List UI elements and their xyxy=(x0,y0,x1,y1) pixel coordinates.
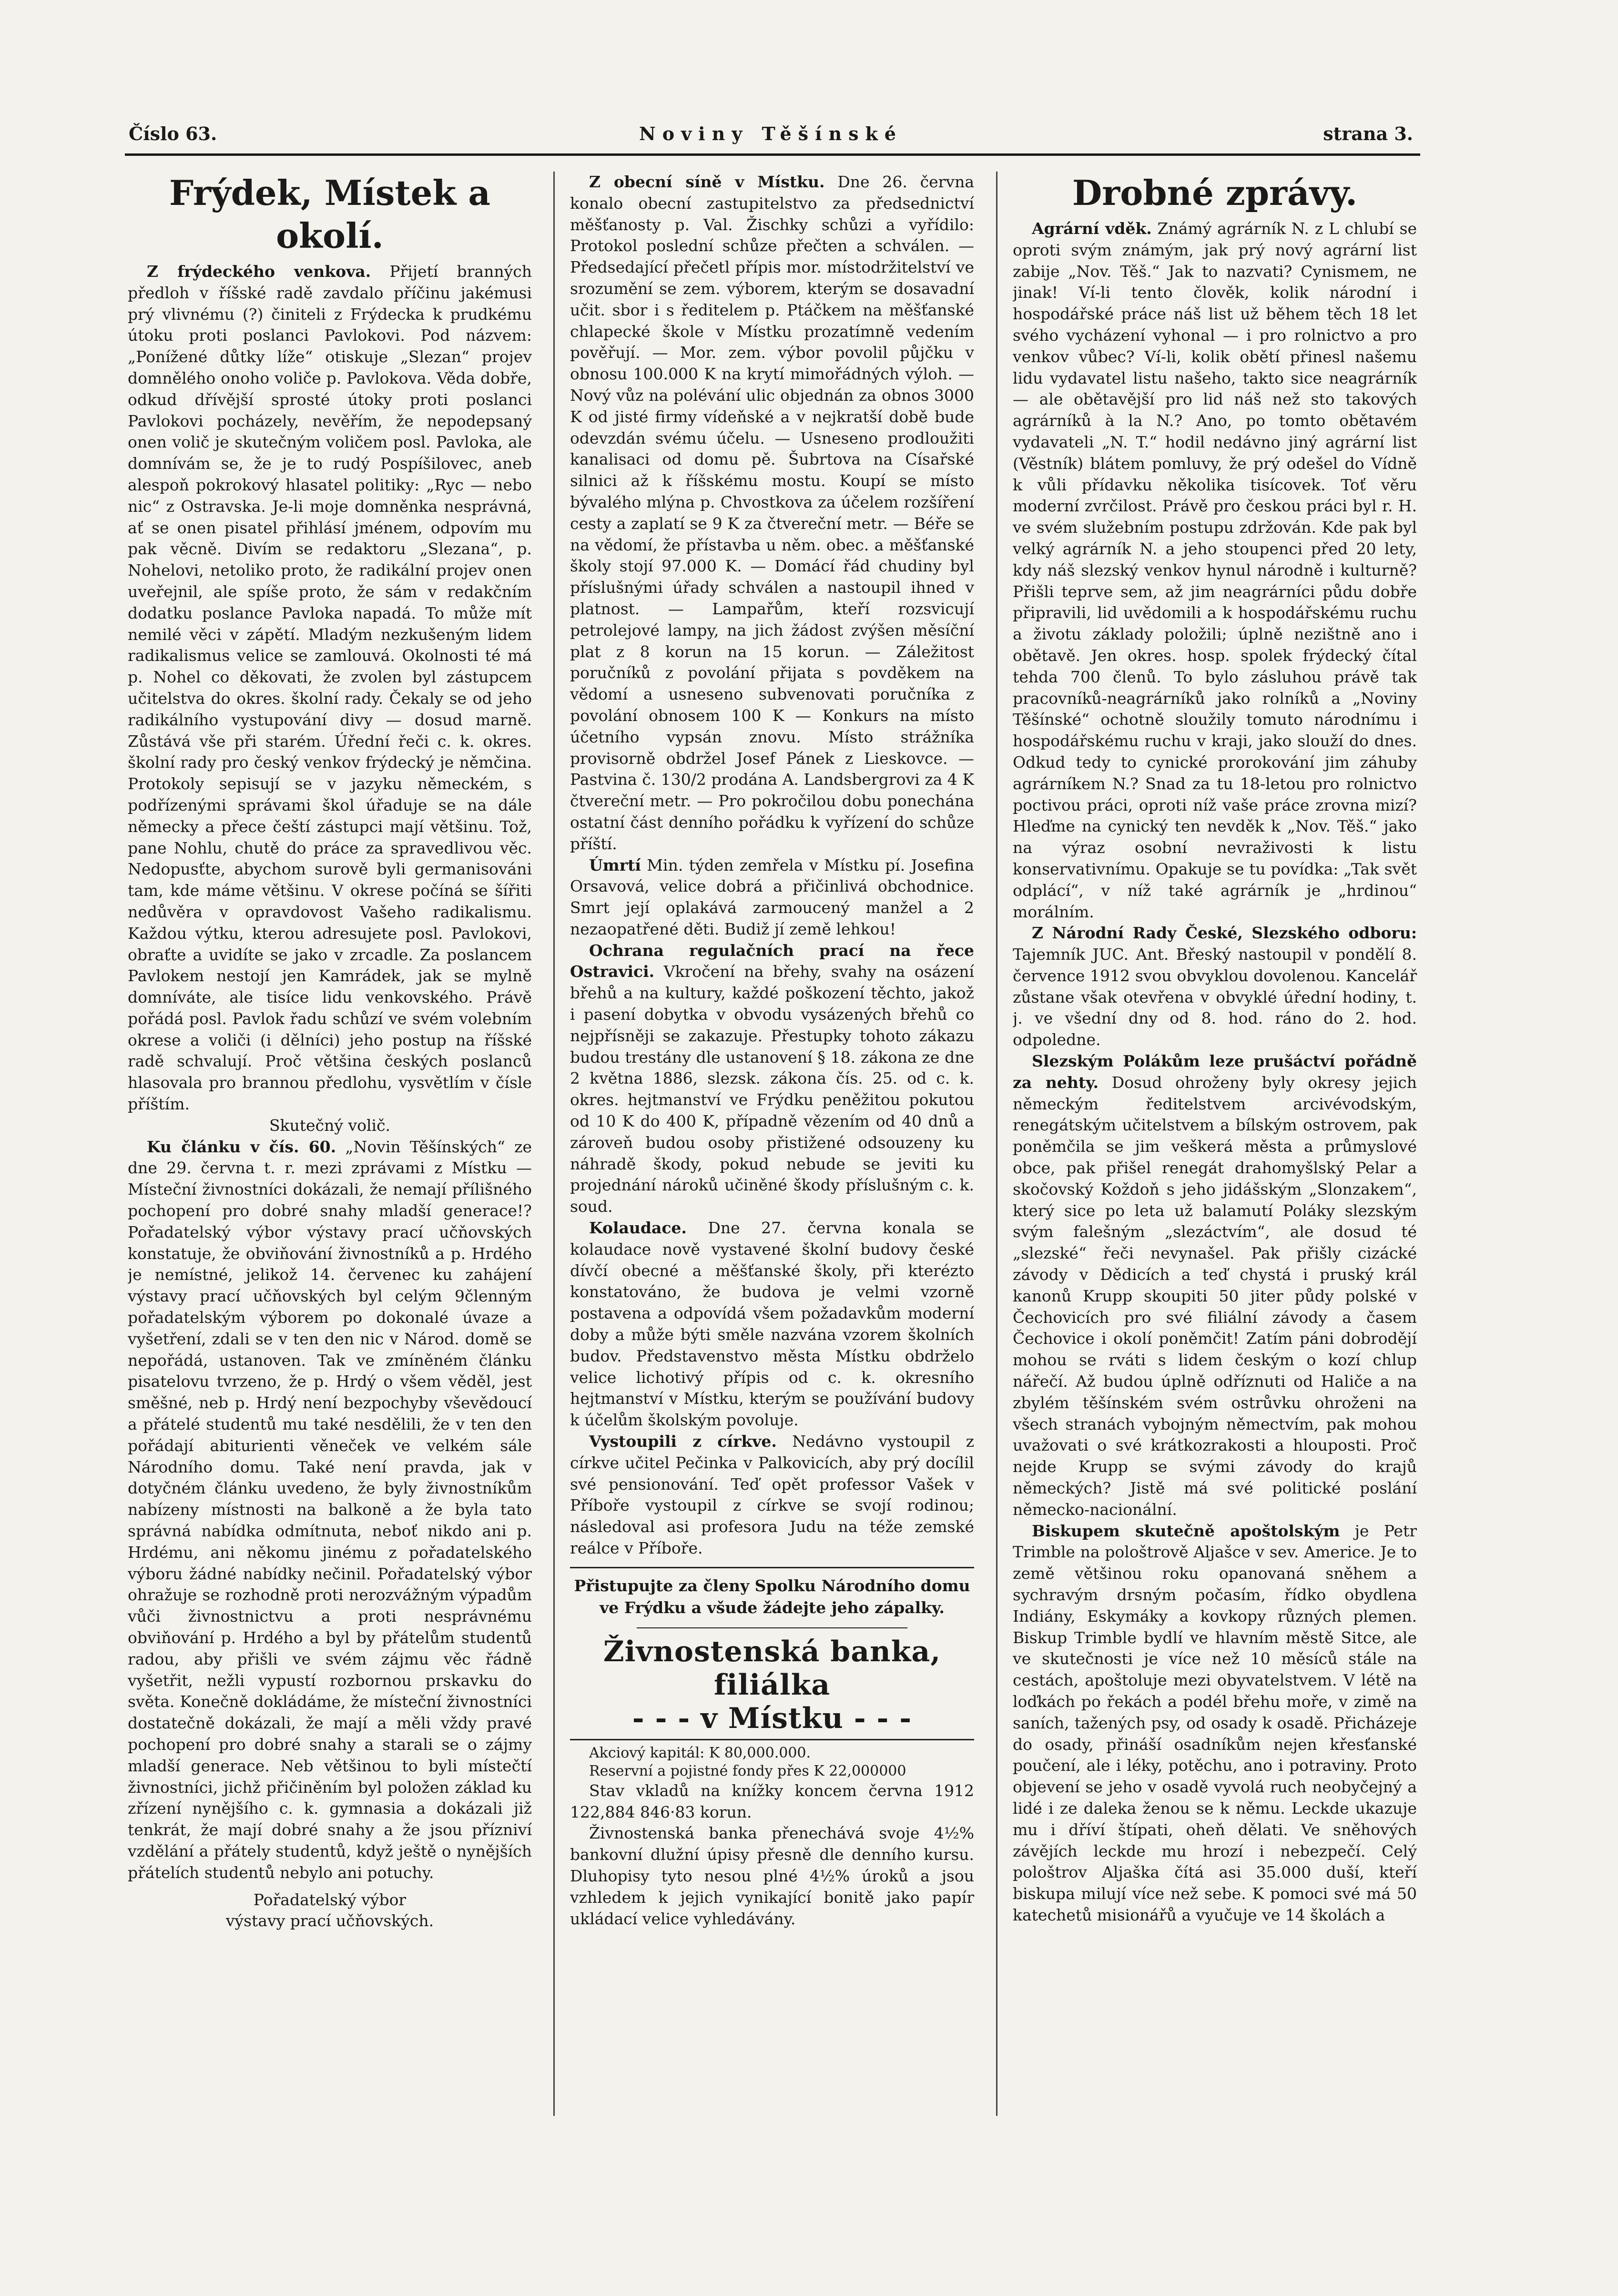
bank-ad-title: Živnostenská banka, filiálka xyxy=(603,1635,941,1702)
newspaper-title: Noviny Těšínské xyxy=(639,123,903,144)
article-lead: Z Národní Rady České, Slezského odboru: xyxy=(1032,924,1417,943)
column-frydek xyxy=(128,172,532,2116)
page-number: strana 3. xyxy=(1323,123,1413,144)
article xyxy=(128,1137,532,1884)
article-body: Min. týden zemřela v Místku pí. Josefina Orsavová, velice dobrá a přičinlivá obchodnice. Smrt její oplakává zarmoucený manžel a 2 nezaopatřené děti. Budiž jí země lehkou! xyxy=(570,855,974,938)
article-lead: Slezským Polákům leze prušáctví pořádně za nehty. xyxy=(1013,1052,1417,1092)
article-lead: Z frýdeckého venkova. xyxy=(147,262,371,281)
article-lead: Ochrana regulačních prací na řece Ostravici. xyxy=(570,941,974,981)
article-body: Dne 27. června konala se kolaudace nově vystavené školní budovy české dívčí obecné a měšťanské školy, při kterézto konstatováno, že budova je velmi vzorně postavena a odpovídá všem požadavkům moderní doby a může býti směle nazvána vzorem školních budov. Představenstvo města Místku obdrželo velice lichotivý přípis od c. k. okresního hejtmanství v Místku, kterým se používání budovy k účelům školským povoluje. xyxy=(570,1219,974,1430)
bank-bonds: Živnostenská banka přenechává svoje 4½% bankovní dlužní úpisy přesně dle denního kursu. Dluhopisy tyto nesou plné 4½% úroků a jsou vzhledem k jejich vynikající bonitě jako papír ukládací velice vyhledávány. xyxy=(570,1824,974,1928)
article-body: Přijetí branných předloh v říšské radě zavdalo příčinu jakémusi prý vlivnému (?) činiteli z Frýdecka k prudkému útoku proti poslanci Pavlokovi. Pod názvem: „Ponížené důtky líže“ otiskuje „Slezan“ projev domnělého onoho voliče p. Pavlokova. Věda dobře, odkud dřívější sprosté útoky proti poslanci Pavlokovi pocházely, nevěřím, že nepodepsaný onen volič je skutečným voličem posl. Pavloka, ale domnívám se, že je to rudý Pospíšilovec, aneb alespoň pokrokový hlasatel politiky: „Ryc — nebo nic“ z Ostravska. Je-li moje domněnka nesprávná, ať se onen pisatel přihlásí jménem, odpovím mu pak věcně. Divím se redaktoru „Slezana“, p. Nohelovi, netoliko proto, že radikální projev onen uveřejnil, ale spíše proto, že sám v redakčním dodatku poslance Pavloka napadá. To může mít nemilé věci v zápětí. Mladým nezkušeným lidem radikalismus velice se zamlouvá. Okolnosti té má p. Nohel co děkovati, že zvolen byl zástupcem učitelstva do okres. školní rady. Čekaly se od jeho radikálního vystupování divy — dosud marně. Zůstává vše při starém. Úřední řeči c. k. okres. školní rady pro český venkov frýdecký je němčina. Protokoly sepisují se v jazyku německém, s podřízenými správami škol úřaduje se na dále německy a přece čeští zástupci mají většinu. Tož, pane Nohlu, chutě do práce za spravedlivou věc. Nedopusťte, abychom surově byli germanisováni tam, kde máme většinu. V okrese počíná se šířiti nedůvěra v opravdovost Vašeho radikalismu. Každou výtku, kterou adresujete posl. Pavlokovi, obraťte a uvidíte se jako v zrcadle. Za poslancem Pavlokem nestojí jen Kamrádek, jak se mylně domníváte, ale tisíce lidu venkovského. Právě pořádá posl. Pavlok řadu schůzí ve svém volebním okrese a voliči (i dělníci) jeho postup na říšské radě schvalují. Proč většina českých poslanců hlasovala pro brannou předlohu, vysvětlím v čísle příštím. xyxy=(128,262,532,1114)
article-lead: Z obecní síně v Místku. xyxy=(589,173,825,191)
bank-ad-subtitle: - - - v Místku - - - xyxy=(632,1701,912,1735)
bank-capital: Akciový kapitál: K 80,000.000. xyxy=(589,1744,811,1761)
article-body: je Petr Trimble na pološtrově Aljašce v sev. Americe. Je to země většinou roku opanovaná sněhem a sychravým drsným počasím, řídko obydlena Indiány, Eskymáky a kovkopy různých plemen. Biskup Trimble bydlí ve hlavním městě Sitce, ale ve skutečnosti je více než 10 měsíců stále na cestách, apoštoluje mezi obyvatelstvem. V létě na loďkách po řekách a podél břehu moře, v zimě na saních, tažených psy, od osady k osadě. Přicházeje do osady, přináší osadníkům nejen křesťanské poučení, ale i léky, potěchu, ano i potraviny. Proto objevení se jeho v osadě vyvolá ruch neobyčejný a lidé i ze daleka ženou se k němu. Leckde ukazuje mu i dříví štípati, oheň dělati. Ve sněhových závějích leckde mu hrozí i nebezpečí. Celý pološtrov Aljaška čítá asi 35.000 duší, kteří biskupa milují více než sebe. K pomoci své má 50 katechetů misionářů a vyučuje ve 14 školách a xyxy=(1013,1521,1417,1924)
article xyxy=(1013,218,1417,923)
article-body: „Novin Těšínských“ ze dne 29. června t. r. mezi zprávami z Místku — Místeční živnostníci dokázali, že nemají přílišného pochopení pro dobré snahy mladší generace!? Pořadatelský výbor výstavy prací učňovských konstatuje, že obviňování živnostníků a p. Hrdého je nemístné, jelikož 14. červenec ku zahájení výstavy prací učňovských byl celým 9členným pořadatelským výborem po dokonalé úvaze a vyšetření, zdali se v ten den nic v Národ. domě se nepořádá, ustanoven. Tak ve zmíněném článku pisatelovu tvrzeno, že p. Hrdý o všem věděl, jest směšné, neb p. Hrdý není bezpochyby vševědoucí a přátelé studentů mu také nesdělili, že v ten den pořádají abiturienti věneček ve velkém sále Národního domu. Také není pravda, jak v dotyčném článku uvedeno, že byly živnostníkům nabízeny místnosti na balkoně a že byla tato správná nabídka odmítnuta, neboť nikdo ani p. Hrdému, ani někomu jinému z pořadatelského výboru žádné nabídky nečinil. Pořadatelský výbor ohražuje se rozhodně proti nerozvážným výpadům vůči živnostnictvu a proti nesprávnému obviňování p. Hrdého a byl by přátelům studentů radou, aby přišli ve svém zájmu věc řádně vyšetřit, nežli vypustí rozbornou prskavku do světa. Konečně dokládáme, že místeční živnostníci dostatečně dokázali, že mají a měli vždy pravé pochopení pro dobré snahy a starali se o zájmy mladší generace. Neb většinou to byli místečtí živnostníci, jichž přičiněním byl položen základ ku zřízení nynějšího c. k. gymnasia a dokázali již tenkrát, že mají dobré snahy a že jsou přízniví vzdělání a přátely studentů, když ještě o nynějších přátelích studentů nebylo ani potuchy. xyxy=(128,1137,532,1882)
bank-deposits: Stav vkladů na knížky koncem června 1912 122,884 846·83 korun. xyxy=(570,1781,974,1821)
article-lead: Biskupem skutečně apoštolským xyxy=(1032,1521,1340,1540)
article xyxy=(1013,923,1417,1051)
article-lead: Kolaudace. xyxy=(589,1219,687,1238)
article xyxy=(570,172,974,855)
article xyxy=(570,1431,974,1559)
article xyxy=(570,940,974,1218)
article-lead: Agrární vděk. xyxy=(1032,219,1152,238)
article-body: Dne 26. června konalo obecní zastupitelstvo za předsednictví měšťanosty p. Val. Žischky schůzi a vyřídilo: Protokol poslední schůze přečten a schválen. — Předsedající přečetl přípis mor. místodržitelství ve srozumění se zem. výborem, kterým se dosavadní učit. sbor i s ředitelem p. Ptáčkem na měšťanské chlapecké škole v Místku prozatímně vedením pověřují. — Mor. zem. výbor povolil půjčku v obnosu 100.000 K na krytí mimořádných výloh. — Nový vůz na polévání ulic objednán za obnos 3000 K od jisté firmy vídeňské a v nejkratší době bude odevzdán svému účelu. — Usneseno prodloužiti kanalisaci od domu pě. Šubrtova na Císařské silnici až k říšskému mostu. Koupí se místo bývalého mlýna p. Chvostkova za účelem rozšíření cesty a zaplatí se 9 K za čtvereční metr. — Béře se na vědomí, že přístavba u něm. obec. a měšťanské školy stojí 97.000 K. — Domácí řád chudiny byl příslušnými úřady schválen a nastoupil ihned v platnost. — Lampařům, kteří rozsvicují petrolejové lampy, na jich žádost zvýšen měsíční plat z 8 korun na 15 korun. — Záležitost poručníků z povolání přijata s povděkem na vědomí a usneseno subvenovati poručníka z povolání obnosem 100 K — Konkurs na místo účetního vypsán znovu. Místo strážníka provisorně obdržel Josef Pánek z Lieskovce. — Pastvina č. 130/2 prodána A. Landsbergrovi za 4 K čtvereční metr. — Pro pokročilou dobu ponechána ostatní část denního pořádku k vyřízení do schůze příští. xyxy=(570,173,974,853)
article xyxy=(128,261,532,1115)
article-body: Nedávno vystoupil z církve učitel Pečinka v Palkovicích, aby prý docílil své pensionování. Teď opět professor Vašek v Příboře vystoupil z církve se svojí rodinou; následoval asi profesora Judu na téže zemské reálce v Příboře. xyxy=(570,1432,974,1557)
article xyxy=(1013,1521,1417,1926)
article-body: Dosud ohroženy byly okresy jejich německým ředitelstvem arcivévodským, renegátským učitelstvem a bílským ostrovem, pak poněmčila se jim veškerá města a průmyslové obce, pak přišel renegát drahomyšlský Pelar a skočovský Koždoň s jeho jidášským „Slonzakem“, který sice po leta už balamutí Poláky slezským svým falešným „slezáctvím“, ale dosud té „slezské“ řeči nevynašel. Pak přišly cizácké závody v Dědicích a teď chystá i pruský král kanonů Krupp skoupiti 50 jiter půdy polské v Čechovicích pro své filiální závody a časem Čechovice i okolí poněmčit! Zatím páni dobrodějí mohou se rváti s lidem českým o kozí chlup nářečí. Až budou úplně odříznuti od Haliče a na zbylém těšínském svém ostrůvku ohroženi na všech stranách vybojným němectvím, pak mohou uvažovati o své krátkozrakosti a hlouposti. Proč nejde Krupp se svými závody do krajů německých? Jistě má své politické poslání německo-nacionální. xyxy=(1013,1073,1417,1519)
section-heading: Frýdek, Místek a okolí. xyxy=(169,173,491,256)
section-heading: Drobné zprávy. xyxy=(1072,173,1358,213)
article-lead: Úmrtí xyxy=(589,855,641,874)
bank-ad-divider xyxy=(570,1739,974,1740)
header-rule xyxy=(125,153,1420,156)
issue-number: Číslo 63. xyxy=(129,123,217,144)
article-signature: Pořadatelský výbor xyxy=(253,1890,407,1909)
notice-text: Přistupujte za členy Spolku Národního domu ve Frýdku a všude žádejte jeho zápalky. xyxy=(574,1576,970,1617)
article xyxy=(1013,1051,1417,1521)
column-drobne-zpravy xyxy=(1013,172,1417,2116)
club-notice xyxy=(570,1567,974,1628)
column-divider xyxy=(996,172,997,2116)
article-lead: Vystoupili z církve. xyxy=(589,1432,777,1451)
column-mistek xyxy=(570,172,974,2116)
article xyxy=(570,1218,974,1431)
article-signature: výstavy prací učňovských. xyxy=(225,1911,434,1930)
article xyxy=(570,855,974,940)
article-body: Vkročení na břehy, svahy na osázení břehů a na kultury, každé poškození těchto, jakož i pasení dobytka v obvodu vysázených břehů co nejpřísněji se zakazuje. Přestupky tohoto zákazu budou trestány dle ustanovení § 18. zákona ze dne 2 května 1886, slezsk. zákona čís. 25. od c. k. okres. hejtmanství ve Frýdku peněžitou pokutou od 10 K do 400 K, případně vězením od 40 dnů a zároveň budou osoby přistižené odsouzeny ku náhradě škody, pokud nebude se jeviti ku projednání nároků učiněné škody příslušným c. k. soud. xyxy=(570,962,974,1216)
bank-reserves: Reservní a pojistné fondy přes K 22,000000 xyxy=(589,1762,906,1779)
article-body: Známý agrárník N. z L chlubí se oproti svým známým, jak prý nový agrární list zabije „Nov. Těš.“ Jak to nazvati? Cynismem, ne jinak! Ví-li tento člověk, kolik národní i hospodářské práce náš list už během těch 18 let svého vycházení vyhonal — i pro rolnictvo a pro venkov vůbec? Ví-li, kolik obětí přinesl našemu lidu vydavatel listu našeho, takto sice neagrárník — ale obětavější pro lid náš než sto takových agrárníků à la N.? Ano, po tomto obětavém vydavateli „N. T.“ hodil nedávno jiný agrární list (Věstník) blátem pomluvy, že prý odešel do Vídně k vůli přídavku několika tisícovek. Toť věru moderní zvrčilost. Právě pro českou práci byl r. H. ve svém služebním postupu zdržován. Kde pak byl velký agrárník N. a jeho stoupenci před 20 lety, kdy náš slezský venkov hynul národně i kulturně? Přišli teprve sem, až jim neagrárníci půdu dobře připravili, lid uvědomili a k hospodářskému ruchu a životu základy položili; úplně nezištně ano i obětavě. Jen okres. hosp. spolek frýdecký čítal tehda 700 členů. To bylo zásluhou právě tak pracovníků-neagrárníků jako rolníků a „Noviny Těšínské“ ochotně sloužily tomuto národnímu i hospodářskému ruchu v kraji, jako slouží do dnes. Odkud tedy to cynické prorokování jim záhuby agrárníkem N.? Snad za tu 18-letou pro rolnictvo poctivou práci, oproti níž vaše práce zrovna mizí? Hleďme na cynický ten nevděk k „Nov. Těš.“ jako na výraz osobní nevraživosti k listu konservativnímu. Opakuje se tu povídka: „Tak svět odplácí“, v níž také agrárník je „hrdinou“ morálním. xyxy=(1013,219,1417,921)
article-signature: Skutečný volič. xyxy=(269,1116,391,1135)
page-header xyxy=(129,123,1413,152)
column-divider xyxy=(553,172,555,2116)
article-body: Tajemník JUC. Ant. Břeský nastoupil v pondělí 8. července 1912 svou obvyklou dovolenou. Kancelář zůstane však otevřena v obvyklé úřední hodiny, t. j. ve všední dny od 8. hod. ráno do 2. hod. odpoledne. xyxy=(1013,945,1417,1049)
notice-divider xyxy=(637,1627,907,1628)
article-lead: Ku článku v čís. 60. xyxy=(147,1137,336,1156)
